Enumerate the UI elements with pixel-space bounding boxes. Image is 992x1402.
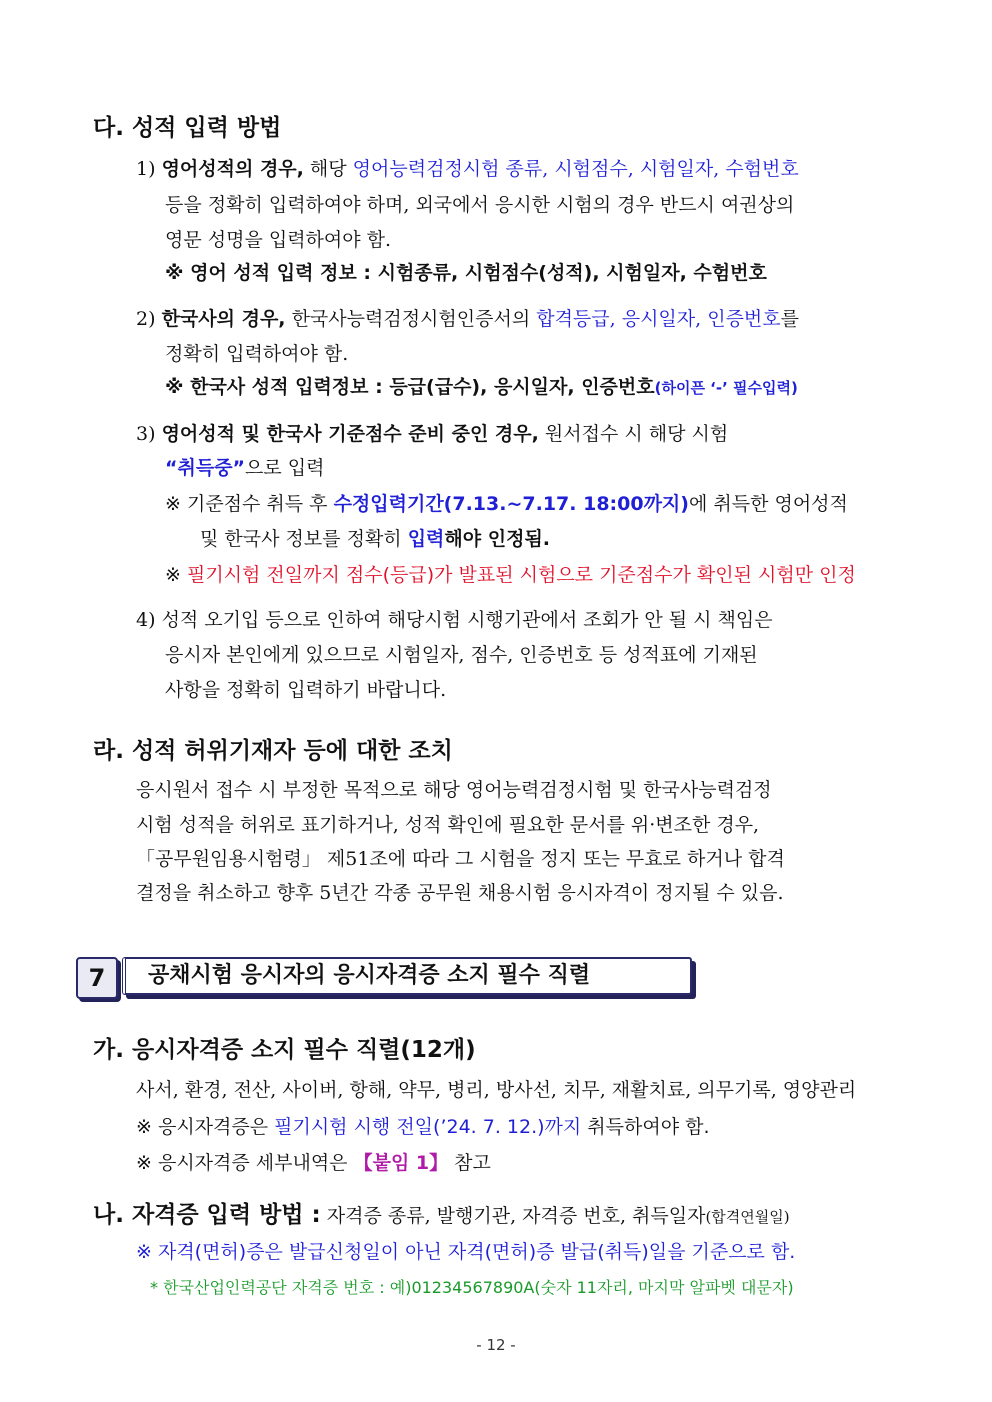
heading-da: 다. 성적 입력 방법 — [93, 115, 282, 141]
item3-note1 — [165, 495, 848, 514]
ra-line-1: 응시원서 접수 시 부정한 목적으로 해당 영어능력검정시험 및 한국사능력검정 — [136, 779, 772, 801]
ga-note2-purple: 【붙임 1】 — [353, 1152, 449, 1174]
ra-line-2: 시험 성적을 허위로 표기하거나, 성적 확인에 필요한 문서를 위·변조한 경우, — [136, 814, 760, 836]
ga-note2-a: ※ 응시자격증 세부내역은 — [136, 1152, 354, 1174]
item4-line2: 응시자 본인에게 있으므로 시험일자, 점수, 인증번호 등 성적표에 기재된 — [165, 644, 758, 666]
item3-note3-mark: ※ — [165, 564, 187, 586]
item3-note1-blue: 수정입력기간(7.13.~7.17. 18:00까지) — [333, 493, 689, 515]
section7-title: 공채시험 응시자의 응시자격증 소지 필수 직렬 — [122, 957, 692, 995]
heading-ga: 가. 응시자격증 소지 필수 직렬(12개) — [93, 1037, 476, 1063]
section7-number: 7 — [76, 957, 118, 999]
item3-lead: 영어성적 및 한국사 기준점수 준비 중인 경우, — [161, 423, 539, 445]
item3-line2 — [165, 459, 325, 478]
item3-num: 3) — [136, 423, 156, 445]
item4-line3: 사항을 정확히 입력하기 바랍니다. — [165, 679, 447, 701]
ra-line-3: 「공무원임용시험령」 제51조에 따라 그 시험을 정지 또는 무효로 하거나 합격 — [136, 848, 785, 870]
item3-note2-a: 및 한국사 정보를 정확히 — [200, 528, 408, 550]
item2-num: 2) — [136, 308, 156, 330]
item2-note-blue: (하이픈 ‘-’ 필수입력) — [654, 379, 798, 397]
item1-line2: 등을 정확히 입력하여야 하며, 외국에서 응시한 시험의 경우 반드시 여권상의 — [165, 194, 795, 216]
item2-lead: 한국사의 경우, — [161, 308, 286, 330]
na-note1: ※ 자격(면허)증은 발급신청일이 아닌 자격(면허)증 발급(취득)일을 기준으로 함. — [136, 1241, 796, 1263]
item2-text1: 한국사능력검정시험인증서의 — [285, 308, 537, 330]
item2-blue: 합격등급, 응시일자, 인증번호 — [536, 308, 781, 330]
item2-note — [165, 378, 798, 397]
item3-text1: 원서접수 시 해당 시험 — [538, 423, 729, 445]
item2-line2: 정확히 입력하여야 함. — [165, 343, 349, 365]
na-text: 자격증 종류, 발행기관, 자격증 번호, 취득일자 — [320, 1205, 706, 1227]
item4-num: 4) — [136, 609, 156, 631]
item1-note: ※ 영어 성적 입력 정보 : 시험종류, 시험점수(성적), 시험일자, 수험번호 — [165, 262, 767, 284]
item1-num: 1) — [136, 158, 156, 180]
item3-note2-b: 해야 인정됨. — [444, 528, 551, 550]
item3-note1-a: ※ 기준점수 취득 후 — [165, 493, 334, 515]
item4-line1 — [136, 611, 773, 630]
ga-note1 — [136, 1118, 710, 1137]
heading-na: 나. 자격증 입력 방법 : — [93, 1202, 321, 1228]
item2-text2: 를 — [780, 308, 799, 330]
ga-list: 사서, 환경, 전산, 사이버, 항해, 약무, 병리, 방사선, 치무, 재활치료, 의무기록, 영양관리 — [136, 1079, 857, 1101]
na-text-small: (합격연월일) — [705, 1208, 790, 1226]
item4-text1: 성적 오기입 등으로 인하여 해당시험 시행기관에서 조회가 안 될 시 책임은 — [161, 609, 773, 631]
item3-note2 — [200, 530, 550, 549]
item1-line3: 영문 성명을 입력하여야 함. — [165, 229, 392, 251]
item3-line2-blue: “취득중” — [165, 457, 246, 479]
ga-note1-blue: 필기시험 시행 전일(’24. 7. 12.)까지 — [274, 1116, 582, 1138]
ra-line-4: 결정을 취소하고 향후 5년간 각종 공무원 채용시험 응시자격이 정지될 수 있음. — [136, 882, 784, 904]
item3-note2-blue: 입력 — [407, 528, 445, 550]
item3-note3 — [165, 566, 856, 585]
item1-line1 — [136, 160, 799, 179]
heading-ra: 라. 성적 허위기재자 등에 대한 조치 — [93, 738, 453, 764]
item3-line2-text: 으로 입력 — [245, 457, 325, 479]
ga-note2 — [136, 1154, 491, 1173]
item2-line1 — [136, 310, 799, 329]
item1-blue: 영어능력검정시험 종류, 시험점수, 시험일자, 수험번호 — [352, 158, 799, 180]
ga-note1-b: 취득하여야 함. — [581, 1116, 710, 1138]
page-number: - 12 - — [476, 1336, 516, 1354]
item3-line1 — [136, 425, 728, 444]
ga-note1-a: ※ 응시자격증은 — [136, 1116, 275, 1138]
na-note2: * 한국산업인력공단 자격증 번호 : 예)01234567890A(숫자 11자리, 마지막 알파벳 대문자) — [150, 1278, 794, 1297]
item1-text1: 해당 — [303, 158, 353, 180]
item2-note-text: ※ 한국사 성적 입력정보 : 등급(급수), 응시일자, 인증번호 — [165, 376, 655, 398]
ga-note2-b: 참고 — [448, 1152, 491, 1174]
item1-lead: 영어성적의 경우, — [161, 158, 304, 180]
item3-note1-b: 에 취득한 영어성적 — [688, 493, 848, 515]
item3-note3-red: 필기시험 전일까지 점수(등급)가 발표된 시험으로 기준점수가 확인된 시험만 인정 — [186, 564, 856, 586]
na-line — [93, 1204, 790, 1227]
